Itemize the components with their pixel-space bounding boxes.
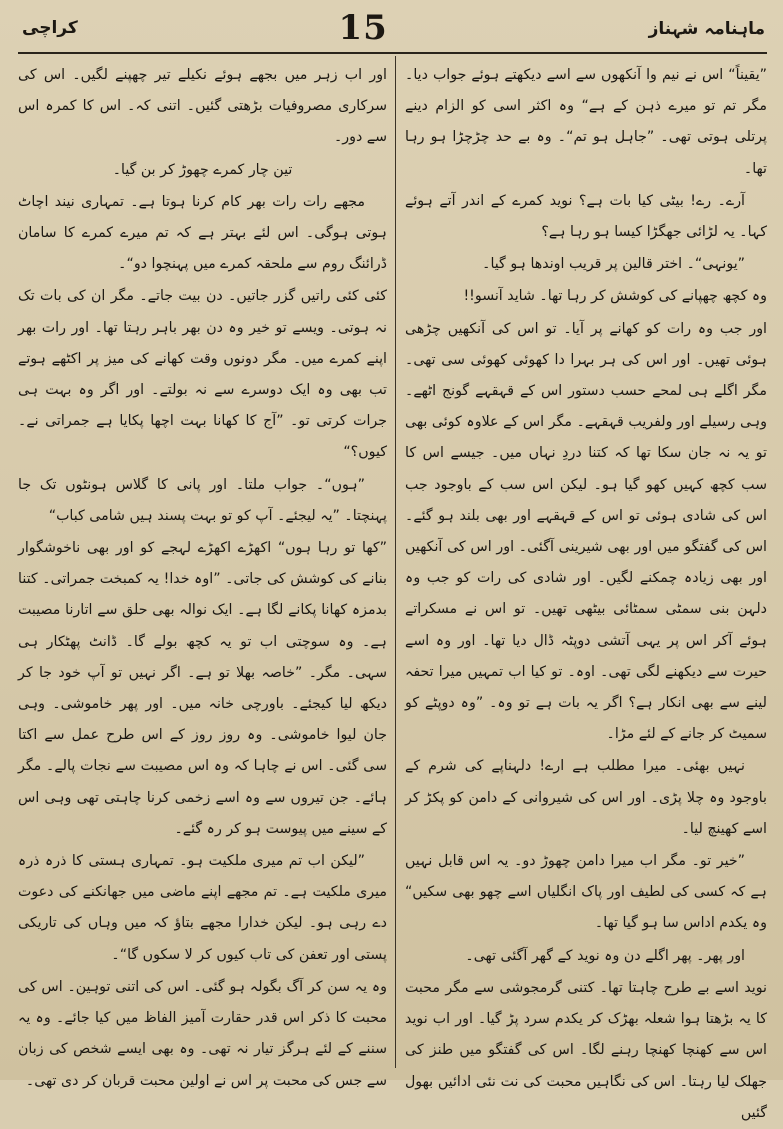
- paragraph: ”ہوں“۔ جواب ملتا۔ اور پانی کا گلاس ہونٹوں تک جا پہنچتا۔ ”یہ لیجئے۔ آپ کو تو بہت پسند ہیں شامی کباب“: [18, 476, 387, 524]
- paragraph: ”خیر تو۔ مگر اب میرا دامن چھوڑ دو۔ یہ اس قابل نہیں ہے کہ کسی کی لطیف اور پاک انگلیاں اسے چھو بھی سکیں“ وہ یکدم اداس سا ہو گیا تھا۔: [405, 853, 767, 932]
- paragraph: کئی کئی راتیں گزر جاتیں۔ دن بیت جاتے۔ مگر ان کی بات تک نہ ہوتی۔ ویسے تو خیر وہ دن بھر باہر رہتا تھا۔ اور رات بھر اپنے کمرے میں۔ مگر دونوں وقت کھانے کی میز پر اکٹھے ہوتے تب بھی وہ ایک دوسرے سے نہ بولتے۔ اور اگر وہ بہت ہی جرات کرتی تو۔ ”آج کا کھانا بہت اچھا پکایا ہے جمراتی نے۔ کیوں؟“: [18, 288, 387, 461]
- paragraph: وہ کچھ چھپانے کی کوشش کر رہا تھا۔ شاید آنسو!!: [463, 288, 767, 305]
- paragraph: اور جب وہ رات کو کھانے پر آیا۔ تو اس کی آنکھیں چڑھی ہوئی تھیں۔ اور اس کی ہر بہرا دا کھوئی کھوئی سی تھی۔ مگر اگلے ہی لمحے حسب دستور اس کے قہقہے گونج اٹھے۔ وہی رسیلے اور ولفریب قہقہے۔ مگر اس کے علاوہ کوئی بھی تو یہ نہ جان سکا تھا کہ کتنا دردِ نہاں میں۔ جیسے اس کا سب کچھ کہیں کھو گیا ہو۔ لیکن اس سب کے باوجود جب اس کی شادی ہوئی تو اس کے قہقہے اور بھی بلند ہو گئے۔ اس کی گفتگو میں اور بھی شیرینی آگئی۔ اور اس کی آنکھیں اور بھی زیادہ چمکنے لگیں۔ اور شادی کی رات کو جب وہ دلہن بنی سمٹی سمٹائی بیٹھی تھیں۔ تو اس نے مسکراتے ہوئے آکر اس پر یہی آتشی دوپٹہ ڈال دیا تھا۔ اور وہ اسے حیرت سے دیکھنے لگی تھی۔ اوہ۔ تو کیا اب تمہیں میرا تحفہ لینے سے بھی انکار ہے؟ اگر یہ بات ہے تو وہ۔ ”وہ دوپٹے کو سمیٹ کر جانے کے لئے مڑا۔: [405, 320, 767, 743]
- column-divider: [395, 56, 396, 1068]
- paragraph: آرے۔ رے! بیٹی کیا بات ہے؟ نوید کمرے کے اندر آتے ہوئے کہا۔ یہ لڑائی جھگڑا کیسا ہو رہا ہے؟: [405, 192, 767, 241]
- paragraph: اور اب زہر میں بجھے ہوئے نکیلے تیر چھپنے لگیں۔ اس کی سرکاری مصروفیات بڑھتی گئیں۔ اتنی کہ۔ اس کا کمرہ اس سے دور۔: [18, 67, 387, 146]
- paragraph: اور پھر۔ پھر اگلے دن وہ نوید کے گھر آگئی تھی۔: [465, 947, 745, 964]
- paragraph: ”لیکن اب تم میری ملکیت ہو۔ تمہاری ہستی کا ذرہ ذرہ میری ملکیت ہے۔ تم مجھے اپنے ماضی میں جھانکنے کی دعوت دے رہی ہو۔ لیکن خدارا مجھے بتاؤ کہ میں وہاں کی تاریکی پستی اور تعفن کی تاب کیوں کر لا سکوں گا“۔: [18, 853, 387, 963]
- right-column: [405, 60, 767, 1121]
- magazine-title: ماہنامہ شہناز: [648, 18, 765, 39]
- header-rule: [18, 52, 767, 54]
- paragraph: نہیں بھئی۔ میرا مطلب ہے ارے! دلہناپے کی شرم کے باوجود وہ چلا پڑی۔ اور اس کی شیروانی کے دامن کو پکڑ کر اسے کھینچ لیا۔: [405, 758, 767, 837]
- left-column: [18, 60, 387, 1089]
- paragraph: تین چار کمرے چھوڑ کر بن گیا۔: [112, 161, 293, 178]
- page-header: [22, 6, 765, 50]
- paragraph: وہ یہ سن کر آگ بگولہ ہو گئی۔ اس کی اتنی توہین۔ اس کی محبت کا ذکر اس قدر حقارت آمیز الفاظ میں کیا جائے۔ وہ یہ سننے کے لئے ہرگز تیار نہ تھی۔ وہ بھی ایسے شخص کی زبان سے جس کی محبت پر اس نے اولین محبت قربان کر دی تھی۔: [18, 978, 387, 1089]
- paragraph: نوید اسے بے طرح چاہتا تھا۔ کتنی گرمجوشی سے مگر محبت کا یہ بڑھتا ہوا شعلہ بھڑک کر یکدم سرد پڑ گیا۔ اور اب نوید اس سے کھنچا کھنچا رہنے لگا۔ اس کی گفتگو میں طنز کی جھلک لیا رہتا۔ اس کی نگاہیں محبت کی نت نئی ادائیں بھول گئیں: [405, 979, 767, 1121]
- paragraph: ”کھا تو رہا ہوں“ اکھڑے اکھڑے لہجے کو اور بھی ناخوشگوار بنانے کی کوشش کی جاتی۔ ”اوہ خدا! یہ کمبخت جمراتی۔ کتنا بدمزہ کھانا پکانے لگا ہے۔ ایک نوالہ بھی حلق سے اتارنا مصیبت ہے۔ وہ سوچتی اب تو یہ کچھ بولے گا۔ ڈانٹ پھٹکار ہی سہی۔ مگر۔ ”خاصہ بھلا تو ہے۔ اگر نہیں تو آپ خود جا کر دیکھ لیا کیجئے۔ باورچی خانہ میں۔ اور پھر خاموشی۔ وہی جان لیوا خاموشی۔ وہ روز روز کے اس طرح عمل سے اکتا سی گئی۔ اس نے چاہا کہ وہ اس مصیبت سے نجات پالے۔ مگر ہائے۔ جن تیروں سے وہ اسے زخمی کرنا چاہتی تھی وہی اس کے سینے میں پیوست ہو کر رہ گئے۔: [18, 540, 387, 837]
- paragraph: مجھے رات رات بھر کام کرنا ہوتا ہے۔ تمہاری نیند اچاٹ ہوتی ہوگی۔ اس لئے بہتر ہے کہ تم میرے کمرے کا سامان ڈرائنگ روم سے ملحقہ کمرے میں پہنچوا دو“۔: [18, 193, 387, 273]
- page-number: 15: [338, 8, 388, 48]
- paragraph: ”یونہی“۔ اختر قالین پر قریب اوندھا ہو گیا۔: [482, 256, 745, 273]
- city-name: کراچی: [22, 18, 78, 38]
- paragraph: ”یقیناً“ اس نے نیم وا آنکھوں سے اسے دیکھتے ہوئے جواب دیا۔ مگر تم تو میرے ذہن کے ہے“ وہ اکثر اسی کو الزام دینے پرتلی ہوتی تھی۔ ”جاہل ہو تم“۔ وہ بے حد چڑچڑا ہو رہا تھا۔: [405, 67, 767, 177]
